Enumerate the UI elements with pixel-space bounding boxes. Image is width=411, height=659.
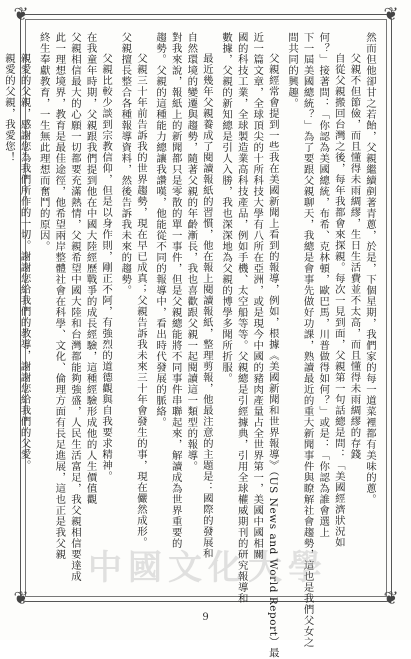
text-column: 何？」接著問：「你認為美國總統，布希、克林頓，歐巴馬，川普做得如何？」或是：「你認為誰會選上	[317, 32, 330, 538]
text-column: 父親不但節儉，而且懂得未雨綢繆，生日生活費並不太高，而且懂得未雨綢繆的存錢	[348, 53, 361, 460]
text-column: 下一屆美國總統？」為了要跟父親聊天，我總是會事先做好功課，熟讀最近的重大新聞事件與瞭解社會趨勢，這也是我們父女之	[301, 32, 314, 648]
page-number: 9	[202, 612, 209, 623]
text-column: 自從父親搬回台灣之後，每年我都會來探親。每次一見到面，父親第一句話總是問：「美國經濟狀況如	[332, 53, 345, 548]
corner-ornament-icon: ❦	[13, 4, 29, 25]
text-column: 對我來說，報紙上的新聞都只是零散的單一事件，但是父親總能將不同事件串聯起來，解讀成為世界重要的	[169, 32, 182, 549]
text-column: 自然環境的變遷與趨勢，隨著父親的年齡漸長，我也喜歡跟父親一起閱讀這一類型的報導。	[185, 32, 198, 472]
corner-ornament-icon: ❦	[383, 588, 399, 609]
text-column: 近一篇文章，全球頂尖的十所科技大學有八所在亞洲，或是現今中國的豬肉產量占全世界第一，美國中國相關	[251, 32, 264, 560]
text-column: 然而但他卻甘之若飴，父親繼續剷著青蔥，於是，下個星期，我們家的每一道菜裡都有美味的蔥。	[364, 32, 376, 505]
vertical-text-body	[2, 32, 376, 659]
text-column: 親愛的父親，我愛您！	[2, 53, 15, 163]
text-column: 趨勢。父親的這種能力總讓我讚嘆，他能從不同的報導中，看出時代發展的脈絡。	[154, 32, 167, 428]
text-column: 國的科技工業，全球製造業高科技產品，例如手機、太空船等等。父親總是引經據典，引用全球權威期刊的研究報導和	[235, 32, 248, 604]
text-column: 父親擅長整合各種報導資料，然後告訴我未來的趨勢。	[119, 32, 132, 296]
text-column: 親愛的父親，感謝您為我們所作的一切。謝謝您給我們的教導，謝謝您給我們的父愛。	[18, 53, 31, 471]
text-column: 此一理想境界，教育是最佳途徑，他希望兩岸整體社會在科學、文化、倫理方面有長足進展，這也正是我父親	[53, 32, 66, 560]
watermark-text: 中國文化大學	[88, 548, 328, 588]
corner-ornament-icon: ❦	[383, 4, 399, 25]
text-column: 父親三十年前告訴我的世界趨勢，現在早已成真；父親告訴我未來三十年會發生的事，現在儼然成形。	[134, 53, 147, 548]
text-column: 數據，父親的新知總是引人入勝，我也深深地為父親的博學多聞所折服。	[220, 32, 233, 384]
text-column: 在我童年時期，父親跟我們提到他在中國大陸經歷戰爭的成長經驗，這種經驗形成他的人生價值觀	[84, 32, 97, 505]
text-column: 父親相信最大的心願一切都要充滿熱情，父親希望中國大陸和台灣都能夠強盛，人民生活富足，我父親相信要達成	[68, 32, 81, 582]
corner-ornament-icon: ❦	[13, 588, 29, 609]
text-column: 終生奉獻教育，一生無此理想而奮鬥的原因。	[37, 32, 50, 252]
text-column: 父親經常會提到一些我在美國新聞上看到的報導，例如，根據《美國新聞和世界報導》（US News and World Report）最	[266, 53, 279, 659]
text-column: 間共同的興趣。	[286, 32, 299, 109]
text-column: 父親比較少談到宗教信仰，但是以身作則，剛正不阿，有強烈的道德觀與自我要求精神。	[100, 53, 113, 482]
text-column: 最近幾年父親養成了閱讀報紙的習慣，他在報上閱讀報紙，整理剪報，他最注意的主題是：國際的發展和	[200, 53, 213, 559]
